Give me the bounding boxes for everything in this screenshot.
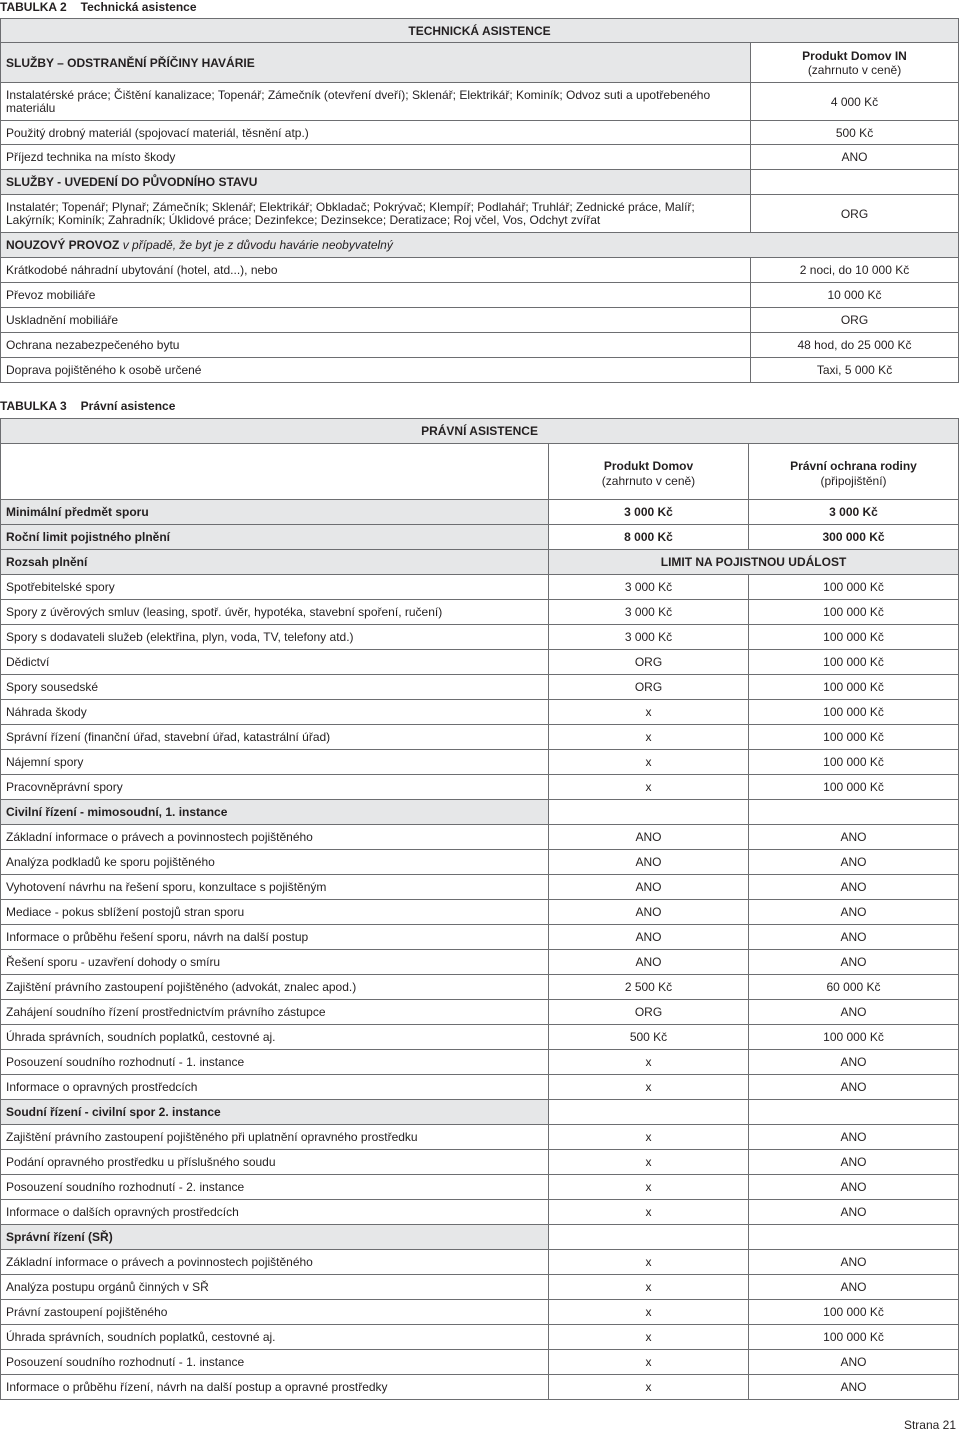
empty-cell [751, 170, 959, 195]
table-row [1, 1275, 959, 1300]
table-row [1, 875, 959, 900]
table-row [1, 825, 959, 850]
value-family: ANO [749, 1150, 959, 1175]
value-product: 2 500 Kč [549, 975, 749, 1000]
value-family: ANO [749, 900, 959, 925]
table-row [1, 900, 959, 925]
empty-cell [749, 800, 959, 825]
page-number: Strana 21 [903, 1418, 956, 1432]
row-label: Mediace - pokus sblížení postojů stran sporu [1, 900, 549, 925]
row-label: Pracovněprávní spory [1, 775, 549, 800]
value-product: 3 000 Kč [549, 600, 749, 625]
row-value: ORG [751, 308, 959, 333]
table2-section1-header-row [1, 43, 959, 83]
table-row [1, 1125, 959, 1150]
section-row [1, 800, 959, 825]
row-label: Zahájení soudního řízení prostřednictvím právního zástupce [1, 1000, 549, 1025]
product-subtitle: (zahrnuto v ceně) [807, 62, 902, 77]
row-label: Minimální předmět sporu [1, 500, 549, 525]
value-family: ANO [749, 1275, 959, 1300]
value-product: 3 000 Kč [549, 575, 749, 600]
row-label: Krátkodobé náhradní ubytování (hotel, atd...), nebo [1, 258, 751, 283]
table-row [1, 700, 959, 725]
table-row [1, 575, 959, 600]
row-label: Spory s dodavateli služeb (elektřina, plyn, voda, TV, telefony atd.) [1, 625, 549, 650]
row-value: ORG [751, 195, 959, 233]
row-label: Náhrada škody [1, 700, 549, 725]
row-label: Posouzení soudního rozhodnutí - 1. instance [1, 1350, 549, 1375]
table-row [1, 1000, 959, 1025]
value-family: ANO [749, 1350, 959, 1375]
table-row [1, 1300, 959, 1325]
row-label: Spory z úvěrových smluv (leasing, spotř. úvěr, hypotéka, stavební spoření, ručení) [1, 600, 549, 625]
row-label: Informace o opravných prostředcích [1, 1075, 549, 1100]
row-label: Rozsah plnění [1, 550, 549, 575]
table-row [1, 83, 959, 121]
value-product: x [549, 1200, 749, 1225]
value-family: 100 000 Kč [749, 675, 959, 700]
row-label: Převoz mobiliáře [1, 283, 751, 308]
row-label: Vyhotovení návrhu na řešení sporu, konzultace s pojištěným [1, 875, 549, 900]
table-row [1, 1025, 959, 1050]
empty-cell [1, 444, 549, 500]
section-heading: SLUŽBY - UVEDENÍ DO PŮVODNÍHO STAVU [1, 170, 751, 195]
value-family: 100 000 Kč [749, 575, 959, 600]
value-product: ANO [549, 900, 749, 925]
column-title: Právní ochrana rodiny [790, 458, 917, 473]
table-row [1, 725, 959, 750]
value-product: x [549, 1075, 749, 1100]
table-row [1, 1150, 959, 1175]
row-value: ANO [751, 145, 959, 170]
table-row [1, 625, 959, 650]
row-value: 4 000 Kč [751, 83, 959, 121]
table3-column-header-row [1, 444, 959, 500]
table3-main-header-row [1, 419, 959, 444]
table2-caption: TABULKA 2 Technická asistence [0, 0, 197, 14]
section-heading: Soudní řízení - civilní spor 2. instance [1, 1100, 549, 1125]
section-heading: Civilní řízení - mimosoudní, 1. instance [1, 800, 549, 825]
table-row [1, 121, 959, 145]
value-product: x [549, 750, 749, 775]
row-label: Analýza postupu orgánů činných v SŘ [1, 1275, 549, 1300]
row-label: Zajištění právního zastoupení pojištěného (advokát, znalec apod.) [1, 975, 549, 1000]
value-family: ANO [749, 1000, 959, 1025]
value-family: ANO [749, 1125, 959, 1150]
table-row [1, 358, 959, 383]
value-family: ANO [749, 825, 959, 850]
value-family: 100 000 Kč [749, 1300, 959, 1325]
value-family: 100 000 Kč [749, 600, 959, 625]
column-header-family [749, 444, 959, 500]
limit-row [1, 550, 959, 575]
table-row [1, 1075, 959, 1100]
section-row [1, 1225, 959, 1250]
value-family: 100 000 Kč [749, 725, 959, 750]
value-product: x [549, 1175, 749, 1200]
empty-cell [549, 1225, 749, 1250]
empty-cell [549, 800, 749, 825]
row-label: Uskladnění mobiliáře [1, 308, 751, 333]
row-label: Úhrada správních, soudních poplatků, cestovné aj. [1, 1025, 549, 1050]
row-label: Nájemní spory [1, 750, 549, 775]
table-row [1, 1175, 959, 1200]
row-label: Podání opravného prostředku u příslušného soudu [1, 1150, 549, 1175]
table-row [1, 950, 959, 975]
row-label: Roční limit pojistného plnění [1, 525, 549, 550]
empty-cell [749, 1100, 959, 1125]
technical-assistance-table [0, 18, 959, 383]
value-product: x [549, 1125, 749, 1150]
table-row [1, 145, 959, 170]
value-product: ANO [549, 825, 749, 850]
value-product: x [549, 1375, 749, 1400]
table-row [1, 675, 959, 700]
value-product: x [549, 1325, 749, 1350]
row-label: Správní řízení (finanční úřad, stavební úřad, katastrální úřad) [1, 725, 549, 750]
value-family: ANO [749, 1075, 959, 1100]
row-label: Spory sousedské [1, 675, 549, 700]
section-title: NOUZOVÝ PROVOZ [6, 238, 120, 252]
value-product: x [549, 725, 749, 750]
row-label: Zajištění právního zastoupení pojištěného při uplatnění opravného prostředku [1, 1125, 549, 1150]
row-label: Informace o průběhu řešení sporu, návrh na další postup [1, 925, 549, 950]
value-family: 100 000 Kč [749, 775, 959, 800]
table2-main-header: TECHNICKÁ ASISTENCE [1, 19, 959, 43]
row-label: Analýza podkladů ke sporu pojištěného [1, 850, 549, 875]
value-product: 500 Kč [549, 1025, 749, 1050]
row-label: Základní informace o právech a povinnostech pojištěného [1, 1250, 549, 1275]
row-value: Taxi, 5 000 Kč [751, 358, 959, 383]
legal-assistance-table [0, 418, 959, 1400]
table-row [1, 1250, 959, 1275]
row-label: Spotřebitelské spory [1, 575, 549, 600]
value-product: 8 000 Kč [549, 525, 749, 550]
table-row [1, 500, 959, 525]
row-label: Příjezd technika na místo škody [1, 145, 751, 170]
value-family: 100 000 Kč [749, 1025, 959, 1050]
value-product: ORG [549, 1000, 749, 1025]
table-row [1, 775, 959, 800]
value-family: ANO [749, 1200, 959, 1225]
table-row [1, 1325, 959, 1350]
table-row [1, 1375, 959, 1400]
table-row [1, 308, 959, 333]
row-value: 2 noci, do 10 000 Kč [751, 258, 959, 283]
table-row [1, 850, 959, 875]
value-product: x [549, 1300, 749, 1325]
table2-main-header-row [1, 19, 959, 43]
table2-section3-header-row [1, 233, 959, 258]
value-product: ANO [549, 950, 749, 975]
row-label: Posouzení soudního rozhodnutí - 2. instance [1, 1175, 549, 1200]
column-header-product [549, 444, 749, 500]
value-product: ANO [549, 875, 749, 900]
section-heading: Správní řízení (SŘ) [1, 1225, 549, 1250]
section-note: v případě, že byt je z důvodu havárie neobyvatelný [122, 238, 393, 252]
value-family: ANO [749, 950, 959, 975]
value-family: ANO [749, 1050, 959, 1075]
value-product: ANO [549, 850, 749, 875]
row-label: Posouzení soudního rozhodnutí - 1. instance [1, 1050, 549, 1075]
row-label: Doprava pojištěného k osobě určené [1, 358, 751, 383]
value-product: x [549, 775, 749, 800]
value-product: 3 000 Kč [549, 625, 749, 650]
column-subtitle: (připojištění) [820, 473, 887, 488]
value-product: x [549, 1050, 749, 1075]
row-value: 10 000 Kč [751, 283, 959, 308]
value-family: 100 000 Kč [749, 625, 959, 650]
value-product: ORG [549, 675, 749, 700]
section-row [1, 1100, 959, 1125]
table-row [1, 283, 959, 308]
column-title: Produkt Domov [603, 458, 694, 473]
row-label: Ochrana nezabezpečeného bytu [1, 333, 751, 358]
section-heading [1, 233, 959, 258]
value-product: x [549, 1150, 749, 1175]
value-product: 3 000 Kč [549, 500, 749, 525]
row-label: Právní zastoupení pojištěného [1, 1300, 549, 1325]
value-product: x [549, 1275, 749, 1300]
section-heading: SLUŽBY – ODSTRANĚNÍ PŘÍČINY HAVÁRIE [1, 43, 751, 83]
table-row [1, 525, 959, 550]
table-row [1, 258, 959, 283]
product-header [751, 43, 959, 83]
row-label: Úhrada správních, soudních poplatků, cestovné aj. [1, 1325, 549, 1350]
value-family: 300 000 Kč [749, 525, 959, 550]
table-row [1, 975, 959, 1000]
table-row [1, 1200, 959, 1225]
value-family: 100 000 Kč [749, 750, 959, 775]
table-row [1, 600, 959, 625]
table-row [1, 650, 959, 675]
value-family: 3 000 Kč [749, 500, 959, 525]
value-product: ORG [549, 650, 749, 675]
table-row [1, 333, 959, 358]
table-row [1, 925, 959, 950]
table3-caption: TABULKA 3 Právní asistence [0, 399, 176, 413]
value-product: x [549, 700, 749, 725]
value-product: x [549, 1350, 749, 1375]
value-family: ANO [749, 875, 959, 900]
row-label: Dědictví [1, 650, 549, 675]
row-label: Informace o dalších opravných prostředcích [1, 1200, 549, 1225]
row-value: 48 hod, do 25 000 Kč [751, 333, 959, 358]
row-label: Použitý drobný materiál (spojovací materiál, těsnění atp.) [1, 121, 751, 145]
value-family: 60 000 Kč [749, 975, 959, 1000]
empty-cell [749, 1225, 959, 1250]
value-family: 100 000 Kč [749, 700, 959, 725]
table-row [1, 1050, 959, 1075]
table3-main-header: PRÁVNÍ ASISTENCE [1, 419, 959, 444]
row-label: Řešení sporu - uzavření dohody o smíru [1, 950, 549, 975]
row-label: Instalatérské práce; Čištění kanalizace; Topenář; Zámečník (otevření dveří); Sklenář; Elektrikář; Kominík; Odvoz suti a upotřebeného materiálu [1, 83, 751, 121]
row-label: Informace o průběhu řízení, návrh na další postup a opravné prostředky [1, 1375, 549, 1400]
column-subtitle: (zahrnuto v ceně) [601, 473, 696, 488]
limit-header: LIMIT NA POJISTNOU UDÁLOST [549, 550, 959, 575]
value-family: ANO [749, 850, 959, 875]
table-row [1, 195, 959, 233]
value-family: ANO [749, 925, 959, 950]
table-row [1, 1350, 959, 1375]
value-family: 100 000 Kč [749, 650, 959, 675]
row-value: 500 Kč [751, 121, 959, 145]
table2-section2-header-row [1, 170, 959, 195]
value-product: ANO [549, 925, 749, 950]
value-family: ANO [749, 1175, 959, 1200]
row-label: Instalatér; Topenář; Plynař; Zámečník; Sklenář; Elektrikář; Obkladač; Pokrývač; Klempíř; Podlahář; Truhlář; Zednické práce, Malíř; Lakýrník; Kominík; Zahradník; Úklidové práce; Dezinfekce; Dezinsekce; Deratizace; Roj včel, Vos, Odchyt zvířat [1, 195, 751, 233]
value-family: ANO [749, 1375, 959, 1400]
value-family: ANO [749, 1250, 959, 1275]
table-row [1, 750, 959, 775]
row-label: Základní informace o právech a povinnostech pojištěného [1, 825, 549, 850]
empty-cell [549, 1100, 749, 1125]
product-title: Produkt Domov IN [802, 48, 907, 63]
value-family: 100 000 Kč [749, 1325, 959, 1350]
value-product: x [549, 1250, 749, 1275]
